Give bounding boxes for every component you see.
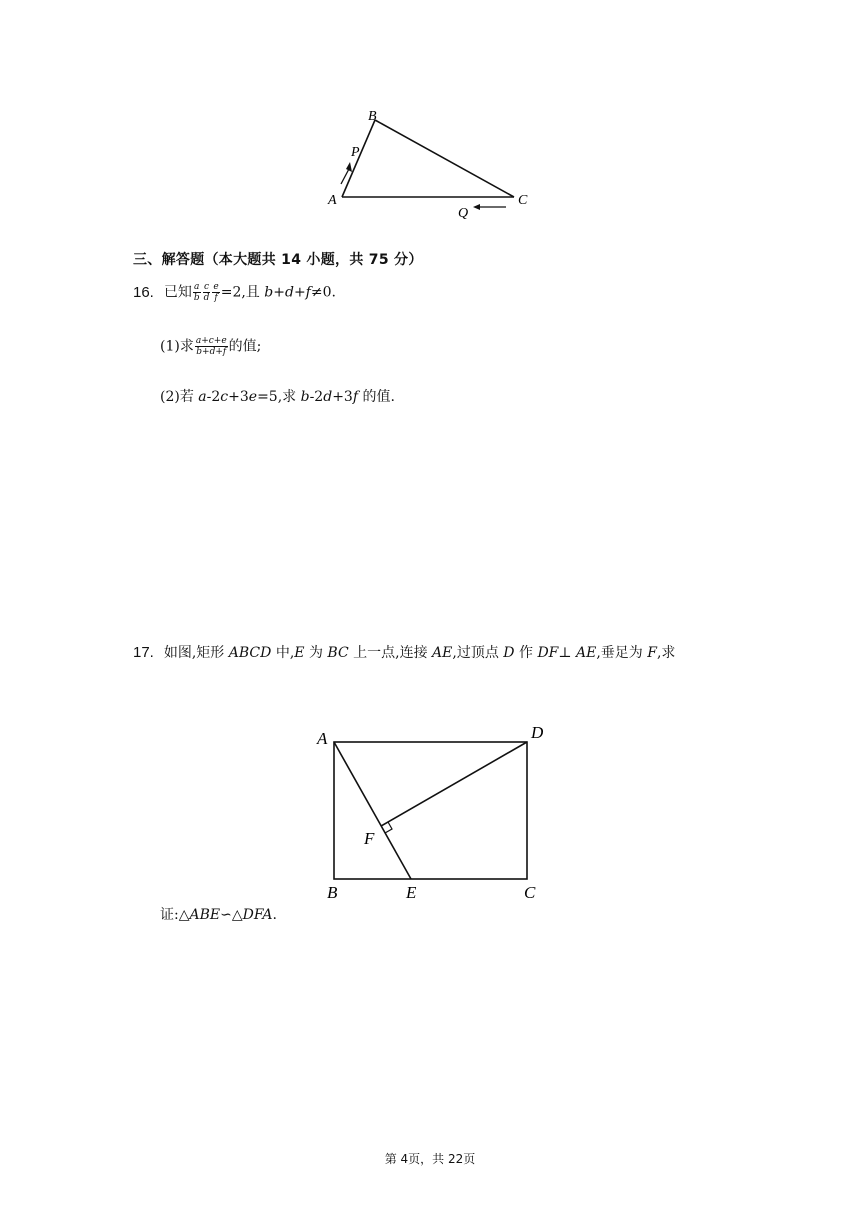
q16-part1-fraction: $\frac{a+c+e}{b+d+f}$ [195,336,227,357]
rectangle-ABCD [334,742,527,879]
label-A: A [328,193,337,208]
label-E: E [406,883,417,902]
segment-DF [381,742,527,826]
label-A: A [317,729,328,748]
q17-proof: 证:△ABE∽△DFA. [160,907,277,923]
label-D: D [531,723,544,742]
segment-BC [375,120,514,197]
q17-number: 17. [133,644,154,661]
label-B: B [368,109,377,124]
q16-fraction-a-b: $\frac{a}{b}$ [193,282,200,303]
page-footer: 第 4页，共 22页 [384,1152,476,1166]
q16-fraction-e-f: $\frac{e}{f}$ [213,282,219,303]
label-P: P [351,145,360,160]
q16-stem-prefix: 已知 [163,284,192,301]
q16-stem: 16. 已知 $\frac{a}{b}$ $\frac{c}{d}$ $\frac{e}{f}$ =2,且 b+d+f≠0. [133,282,336,303]
triangle-figure [320,100,540,225]
arrow-Q [473,204,506,210]
arrow-P [341,162,352,184]
section-title: 三、解答题（本大题共 14 小题，共 75 分） [133,252,423,268]
q17-stem: 17. 如图,矩形 ABCD 中,E 为 BC 上一点,连接 AE,过顶点 D 作 DF⊥ AE,垂足为 F,求 [133,644,676,661]
q16-part2: (2)若 a-2c+3e=5,求 b-2d+3f 的值. [160,389,395,405]
label-B: B [327,883,338,902]
rectangle-figure [305,718,565,908]
segment-AE [334,742,411,879]
q16-fraction-c-d: $\frac{c}{d}$ [203,282,210,303]
q16-number: 16. [133,283,154,301]
label-Q: Q [458,206,469,221]
label-F: F [364,829,375,848]
label-C: C [524,883,536,902]
q16-part1: (1)求 $\frac{a+c+e}{b+d+f}$ 的值; [160,336,262,357]
label-C: C [518,193,528,208]
